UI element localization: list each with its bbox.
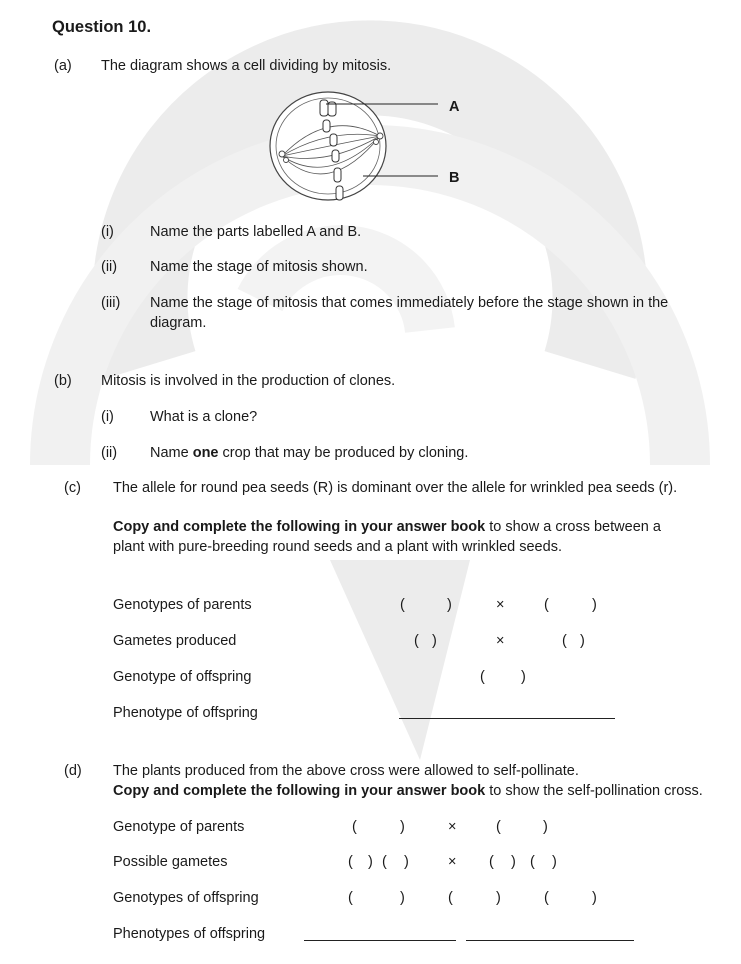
part-a-iii-text-line2: diagram. xyxy=(150,315,207,331)
d-row-label: Genotype of parents xyxy=(113,819,245,835)
c-row-label: Gametes produced xyxy=(113,633,237,649)
bracket-close: ) xyxy=(400,819,405,835)
question-title: Question 10. xyxy=(52,18,152,36)
part-b-i-number: (i) xyxy=(101,409,114,425)
part-c-instruction-line2: plant with pure-breeding round seeds and a plant with wrinkled seeds. xyxy=(113,539,562,555)
c-row-label: Phenotype of offspring xyxy=(113,705,258,721)
part-b-i-text: What is a clone? xyxy=(150,409,258,425)
bracket-open: ( xyxy=(489,854,494,870)
bracket-open: ( xyxy=(530,854,535,870)
cross-symbol: × xyxy=(496,633,505,649)
part-a-i-number: (i) xyxy=(101,224,114,240)
bracket-open: ( xyxy=(562,633,567,649)
bracket-close: ) xyxy=(543,819,548,835)
bracket-open: ( xyxy=(448,890,453,906)
bracket-open: ( xyxy=(400,597,405,613)
bracket-close: ) xyxy=(592,890,597,906)
part-a-ii-text: Name the stage of mitosis shown. xyxy=(150,259,368,275)
mitosis-cell-diagram xyxy=(268,88,468,218)
label-b: B xyxy=(449,170,460,186)
bracket-close: ) xyxy=(432,633,437,649)
bracket-close: ) xyxy=(400,890,405,906)
cross-symbol: × xyxy=(448,819,457,835)
bracket-open: ( xyxy=(544,597,549,613)
part-d-number: (d) xyxy=(64,763,82,779)
bracket-open: ( xyxy=(352,819,357,835)
c-row-label: Genotypes of parents xyxy=(113,597,252,613)
part-a-text: The diagram shows a cell dividing by mitosis. xyxy=(101,58,392,74)
part-c-text: The allele for round pea seeds (R) is dominant over the allele for wrinkled pea seeds (r). xyxy=(113,480,678,496)
bracket-open: ( xyxy=(480,669,485,685)
bracket-close: ) xyxy=(580,633,585,649)
bracket-close: ) xyxy=(404,854,409,870)
part-b-ii-number: (ii) xyxy=(101,445,118,461)
part-a-number: (a) xyxy=(54,58,72,74)
part-a-iii-number: (iii) xyxy=(101,295,121,311)
d-row-label: Genotypes of offspring xyxy=(113,890,259,906)
bracket-open: ( xyxy=(348,890,353,906)
part-b-ii-text: Name one crop that may be produced by cloning. xyxy=(150,445,469,461)
part-b-number: (b) xyxy=(54,373,72,389)
part-b-text: Mitosis is involved in the production of clones. xyxy=(101,373,396,389)
bracket-close: ) xyxy=(447,597,452,613)
part-d-instruction: Copy and complete the following in your answer book to show the self-pollination cross. xyxy=(113,783,703,799)
bracket-open: ( xyxy=(496,819,501,835)
c-row-label: Genotype of offspring xyxy=(113,669,252,685)
bracket-close: ) xyxy=(592,597,597,613)
bracket-open: ( xyxy=(382,854,387,870)
part-a-ii-number: (ii) xyxy=(101,259,118,275)
d-row-label: Phenotypes of offspring xyxy=(113,926,266,942)
label-a: A xyxy=(449,99,460,115)
part-c-instruction-line1: Copy and complete the following in your answer book to show a cross between a xyxy=(113,519,661,535)
part-a-iii-text-line1: Name the stage of mitosis that comes immediately before the stage shown in the xyxy=(150,295,669,311)
bracket-close: ) xyxy=(521,669,526,685)
cross-symbol: × xyxy=(496,597,505,613)
bracket-close: ) xyxy=(511,854,516,870)
answer-line xyxy=(466,940,634,941)
bracket-open: ( xyxy=(414,633,419,649)
bracket-open: ( xyxy=(544,890,549,906)
part-a-i-text: Name the parts labelled A and B. xyxy=(150,224,362,240)
answer-line xyxy=(304,940,456,941)
part-d-text: The plants produced from the above cross were allowed to self-pollinate. xyxy=(113,763,579,779)
cross-symbol: × xyxy=(448,854,457,870)
answer-line xyxy=(399,718,615,719)
bracket-close: ) xyxy=(552,854,557,870)
bracket-close: ) xyxy=(496,890,501,906)
bracket-open: ( xyxy=(348,854,353,870)
bracket-close: ) xyxy=(368,854,373,870)
part-c-number: (c) xyxy=(64,480,81,496)
d-row-label: Possible gametes xyxy=(113,854,228,870)
